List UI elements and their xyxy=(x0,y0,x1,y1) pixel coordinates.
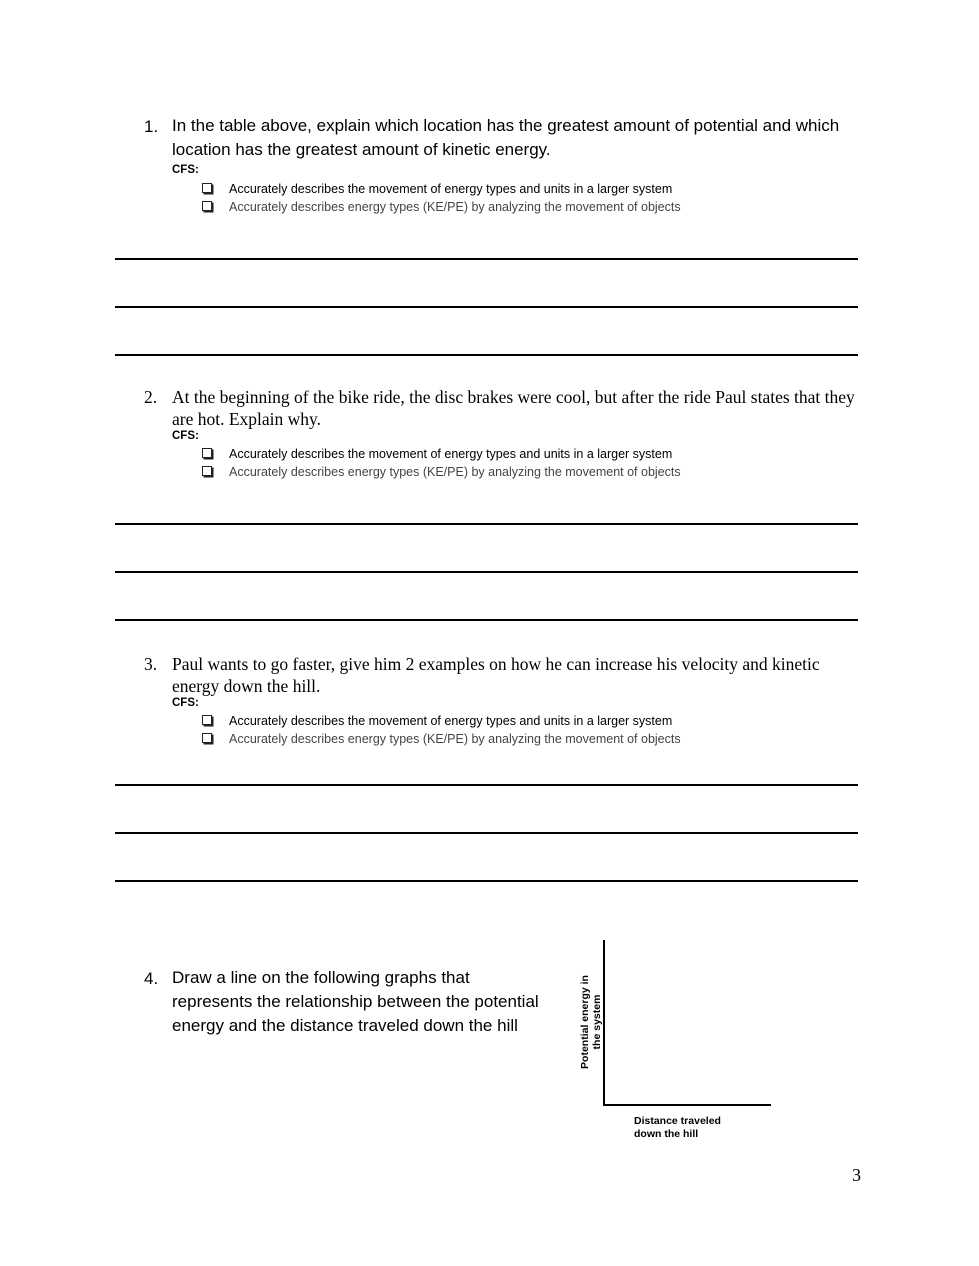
checkbox-icon[interactable] xyxy=(202,201,212,211)
checkbox-icon[interactable] xyxy=(202,715,212,725)
criterion-text: Accurately describes energy types (KE/PE) by analyzing the movement of objects xyxy=(229,200,681,214)
question-1-cfs-label: CFS: xyxy=(172,164,199,176)
question-2-number: 2. xyxy=(144,387,158,407)
answer-line-3c[interactable] xyxy=(115,880,858,882)
answer-line-1b[interactable] xyxy=(115,306,858,308)
answer-line-1a[interactable] xyxy=(115,258,858,260)
criterion-text: Accurately describes the movement of energy types and units in a larger system xyxy=(229,714,673,728)
question-1-number: 1. xyxy=(144,117,159,136)
question-1-criterion-1[interactable] xyxy=(202,182,672,196)
answer-line-2b[interactable] xyxy=(115,571,858,573)
question-3-criterion-2[interactable] xyxy=(202,732,681,746)
criterion-text: Accurately describes the movement of energy types and units in a larger system xyxy=(229,447,673,461)
question-1-criterion-2[interactable] xyxy=(202,200,681,214)
checkbox-icon[interactable] xyxy=(202,183,212,193)
checkbox-icon[interactable] xyxy=(202,733,212,743)
graph-x-label: Distance traveled down the hill xyxy=(634,1115,721,1140)
graph-y-label: Potential energy in the system xyxy=(579,975,603,1069)
answer-line-3a[interactable] xyxy=(115,784,858,786)
question-2-criterion-2[interactable] xyxy=(202,465,681,479)
question-4-number: 4. xyxy=(144,969,159,988)
checkbox-icon[interactable] xyxy=(202,466,212,476)
checkbox-icon[interactable] xyxy=(202,448,212,458)
page-number: 3 xyxy=(852,1165,861,1185)
question-3-text: Paul wants to go faster, give him 2 examples on how he can increase his velocity and kinetic energy down the hill. xyxy=(172,654,820,696)
question-4-text: Draw a line on the following graphs that represents the relationship between the potential energy and the distance traveled down the hill xyxy=(172,968,539,1035)
answer-line-1c[interactable] xyxy=(115,354,858,356)
graph-x-axis[interactable] xyxy=(603,1104,771,1106)
answer-line-2a[interactable] xyxy=(115,523,858,525)
answer-line-2c[interactable] xyxy=(115,619,858,621)
criterion-text: Accurately describes energy types (KE/PE) by analyzing the movement of objects xyxy=(229,465,681,479)
criterion-text: Accurately describes the movement of energy types and units in a larger system xyxy=(229,182,673,196)
question-1-text: In the table above, explain which location has the greatest amount of potential and which location has the greatest amount of kinetic energy. xyxy=(172,116,840,159)
question-2-criterion-1[interactable] xyxy=(202,447,672,461)
answer-line-3b[interactable] xyxy=(115,832,858,834)
criterion-text: Accurately describes energy types (KE/PE) by analyzing the movement of objects xyxy=(229,732,681,746)
question-2-cfs-label: CFS: xyxy=(172,430,199,442)
question-3-number: 3. xyxy=(144,654,158,674)
question-2-text: At the beginning of the bike ride, the disc brakes were cool, but after the ride Paul states that they are hot. Explain why. xyxy=(172,387,855,429)
graph-y-axis[interactable] xyxy=(603,940,605,1106)
question-3-criterion-1[interactable] xyxy=(202,714,672,728)
question-3-cfs-label: CFS: xyxy=(172,697,199,709)
